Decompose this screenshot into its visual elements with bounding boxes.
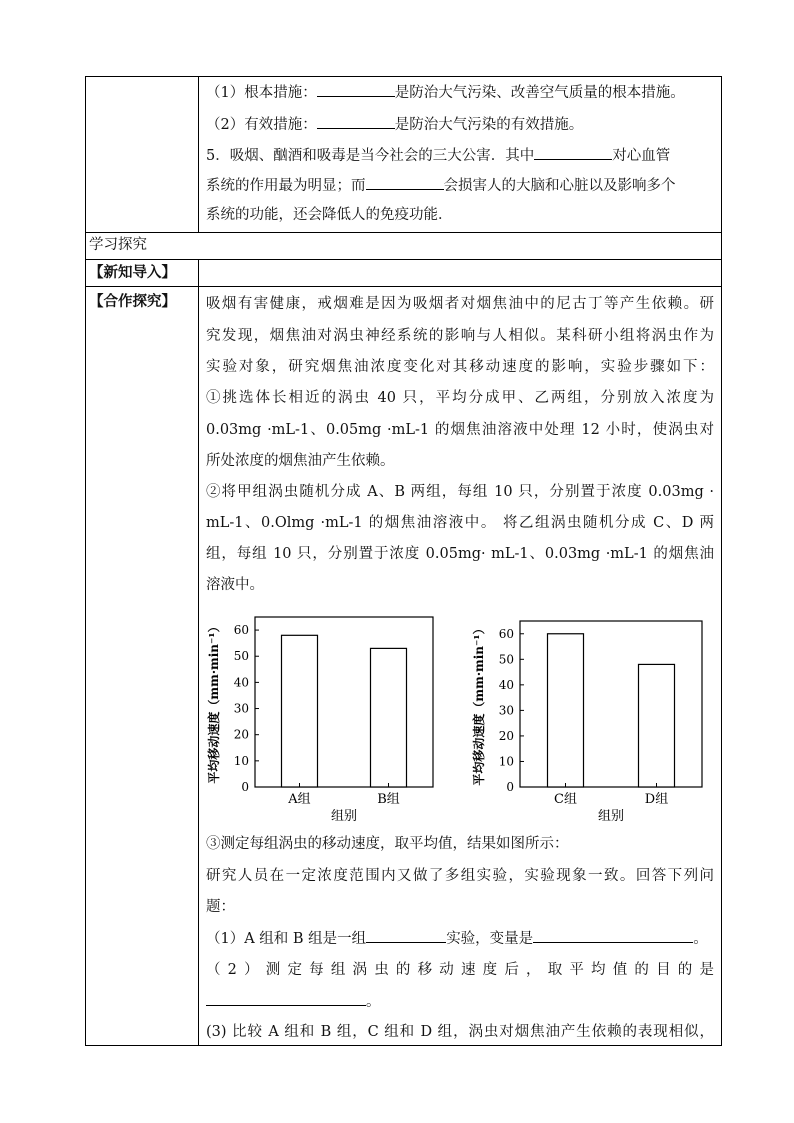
y-tick-label: 50 [498, 652, 514, 667]
table-bottom-border [85, 1045, 722, 1046]
table-column-divider-top [198, 76, 199, 232]
bar [639, 664, 675, 787]
q5-line-3: 系统的功能，还会降低人的免疫功能． [206, 207, 453, 223]
q1-end: 。 [693, 931, 708, 947]
bar-charts [200, 600, 720, 825]
bar [548, 634, 584, 787]
y-tick-label: 10 [498, 754, 514, 769]
section-header: 学习探究 [89, 237, 147, 253]
q5-line2-suffix: 会损害人的大脑和心脏以及影响多个 [443, 178, 676, 194]
question-1 [206, 928, 708, 949]
x-axis-label: 组别 [597, 809, 625, 824]
x-axis-label: 组别 [330, 809, 358, 824]
table-row-line-2 [85, 259, 722, 260]
measure-2-prefix: （2）有效措施： [206, 117, 317, 133]
x-tick-label: A组 [288, 792, 311, 807]
q2-end: 。 [366, 994, 381, 1010]
y-tick-label: 50 [233, 649, 249, 664]
y-tick-label: 0 [506, 780, 514, 794]
step2-line: 组，每组 10 只，分别置于浓度 0.05mg· mL-1、0.03mg ·mL-1 的烟焦油 [206, 546, 714, 562]
y-tick-label: 60 [498, 626, 514, 641]
table-border-right [721, 76, 722, 1046]
intro-line: 究发现，烟焦油对涡虫神经系统的影响与人相似。某科研小组将涡虫作为 [206, 328, 714, 344]
answer-blank[interactable] [317, 114, 395, 129]
answer-blank[interactable] [206, 991, 366, 1006]
y-axis-label: 平均移动速度（mm·min⁻¹） [472, 622, 486, 786]
x-tick-label: B组 [377, 792, 400, 807]
y-tick-label: 60 [233, 623, 249, 638]
step2-line: ②将甲组涡虫随机分成 A、B 两组，每组 10 只，分别置于浓度 0.03mg · [206, 484, 714, 500]
y-tick-label: 30 [233, 701, 249, 716]
table-top-border [85, 76, 722, 77]
x-tick-label: C组 [554, 792, 577, 807]
x-tick-label: D组 [644, 792, 669, 807]
y-tick-label: 10 [233, 753, 249, 768]
measure-1-suffix: 是防治大气污染、改善空气质量的根本措施。 [394, 85, 685, 101]
measure-line-1 [206, 82, 685, 103]
y-tick-label: 30 [498, 703, 514, 718]
y-tick-label: 20 [498, 728, 514, 743]
y-tick-label: 0 [241, 780, 249, 794]
question-3: (3) 比较 A 组和 B 组，C 组和 D 组，涡虫对烟焦油产生依赖的表现相似， [206, 1024, 714, 1040]
q5-line-2 [206, 175, 676, 196]
y-tick-label: 40 [233, 675, 249, 690]
answer-blank[interactable] [534, 145, 612, 160]
q5-line1-suffix: 对心血管 [612, 148, 671, 164]
bar [282, 635, 318, 787]
y-axis-label: 平均移动速度（mm·min⁻¹） [207, 620, 221, 784]
step2-line: 溶液中。 [206, 577, 264, 593]
row-coop-label: 【合作探究】 [89, 294, 176, 310]
q5-line-1 [206, 145, 670, 166]
table-row-line-3 [85, 286, 722, 287]
research-line: 研究人员在一定浓度范围内又做了多组实验，实验现象一致。回答下列问 [206, 868, 714, 884]
answer-blank[interactable] [533, 928, 693, 943]
q1-mid: 实验，变量是 [446, 931, 534, 947]
table-border-left [85, 76, 86, 1046]
q5-line2-prefix: 系统的作用最为明显；而 [206, 178, 366, 194]
q5-line1-prefix: 5．吸烟、酗酒和吸毒是当今社会的三大公害．其中 [206, 148, 535, 164]
y-tick-label: 40 [498, 677, 514, 692]
step1-line: 0.03mg ·mL-1、0.05mg ·mL-1 的烟焦油溶液中处理 12 小时，使涡虫对 [206, 422, 714, 438]
q1-prefix: （1）A 组和 B 组是一组 [206, 931, 367, 947]
question-2-answer [206, 991, 381, 1012]
research-line: 题： [206, 899, 235, 915]
measure-2-suffix: 是防治大气污染的有效措施。 [394, 117, 584, 133]
answer-blank[interactable] [317, 82, 395, 97]
question-2: （2）测定每组涡虫的移动速度后，取平均值的目的是 [206, 962, 714, 978]
intro-line: 实验对象，研究烟焦油浓度变化对其移动速度的影响，实验步骤如下： [206, 359, 714, 375]
bar [371, 648, 407, 787]
step3-line: ③测定每组涡虫的移动速度，取平均值，结果如图所示： [206, 836, 569, 852]
measure-1-prefix: （1）根本措施： [206, 85, 317, 101]
measure-line-2 [206, 114, 583, 135]
step1-line: 所处浓度的烟焦油产生依赖。 [206, 453, 395, 469]
step1-line: ①挑选体长相近的涡虫 40 只，平均分成甲、乙两组，分别放入浓度为 [206, 390, 714, 406]
answer-blank[interactable] [366, 928, 446, 943]
table-row-line-1 [85, 232, 722, 233]
table-column-divider-bottom [198, 259, 199, 1046]
step2-line: mL-1、0.Olmg ·mL-1 的烟焦油溶液中。 将乙组涡虫随机分成 C、D 两 [206, 515, 714, 531]
intro-line: 吸烟有害健康，戒烟难是因为吸烟者对烟焦油中的尼古丁等产生依赖。研 [206, 296, 714, 312]
y-tick-label: 20 [233, 727, 249, 742]
answer-blank[interactable] [366, 175, 444, 190]
row-new-label: 【新知导入】 [89, 265, 176, 281]
